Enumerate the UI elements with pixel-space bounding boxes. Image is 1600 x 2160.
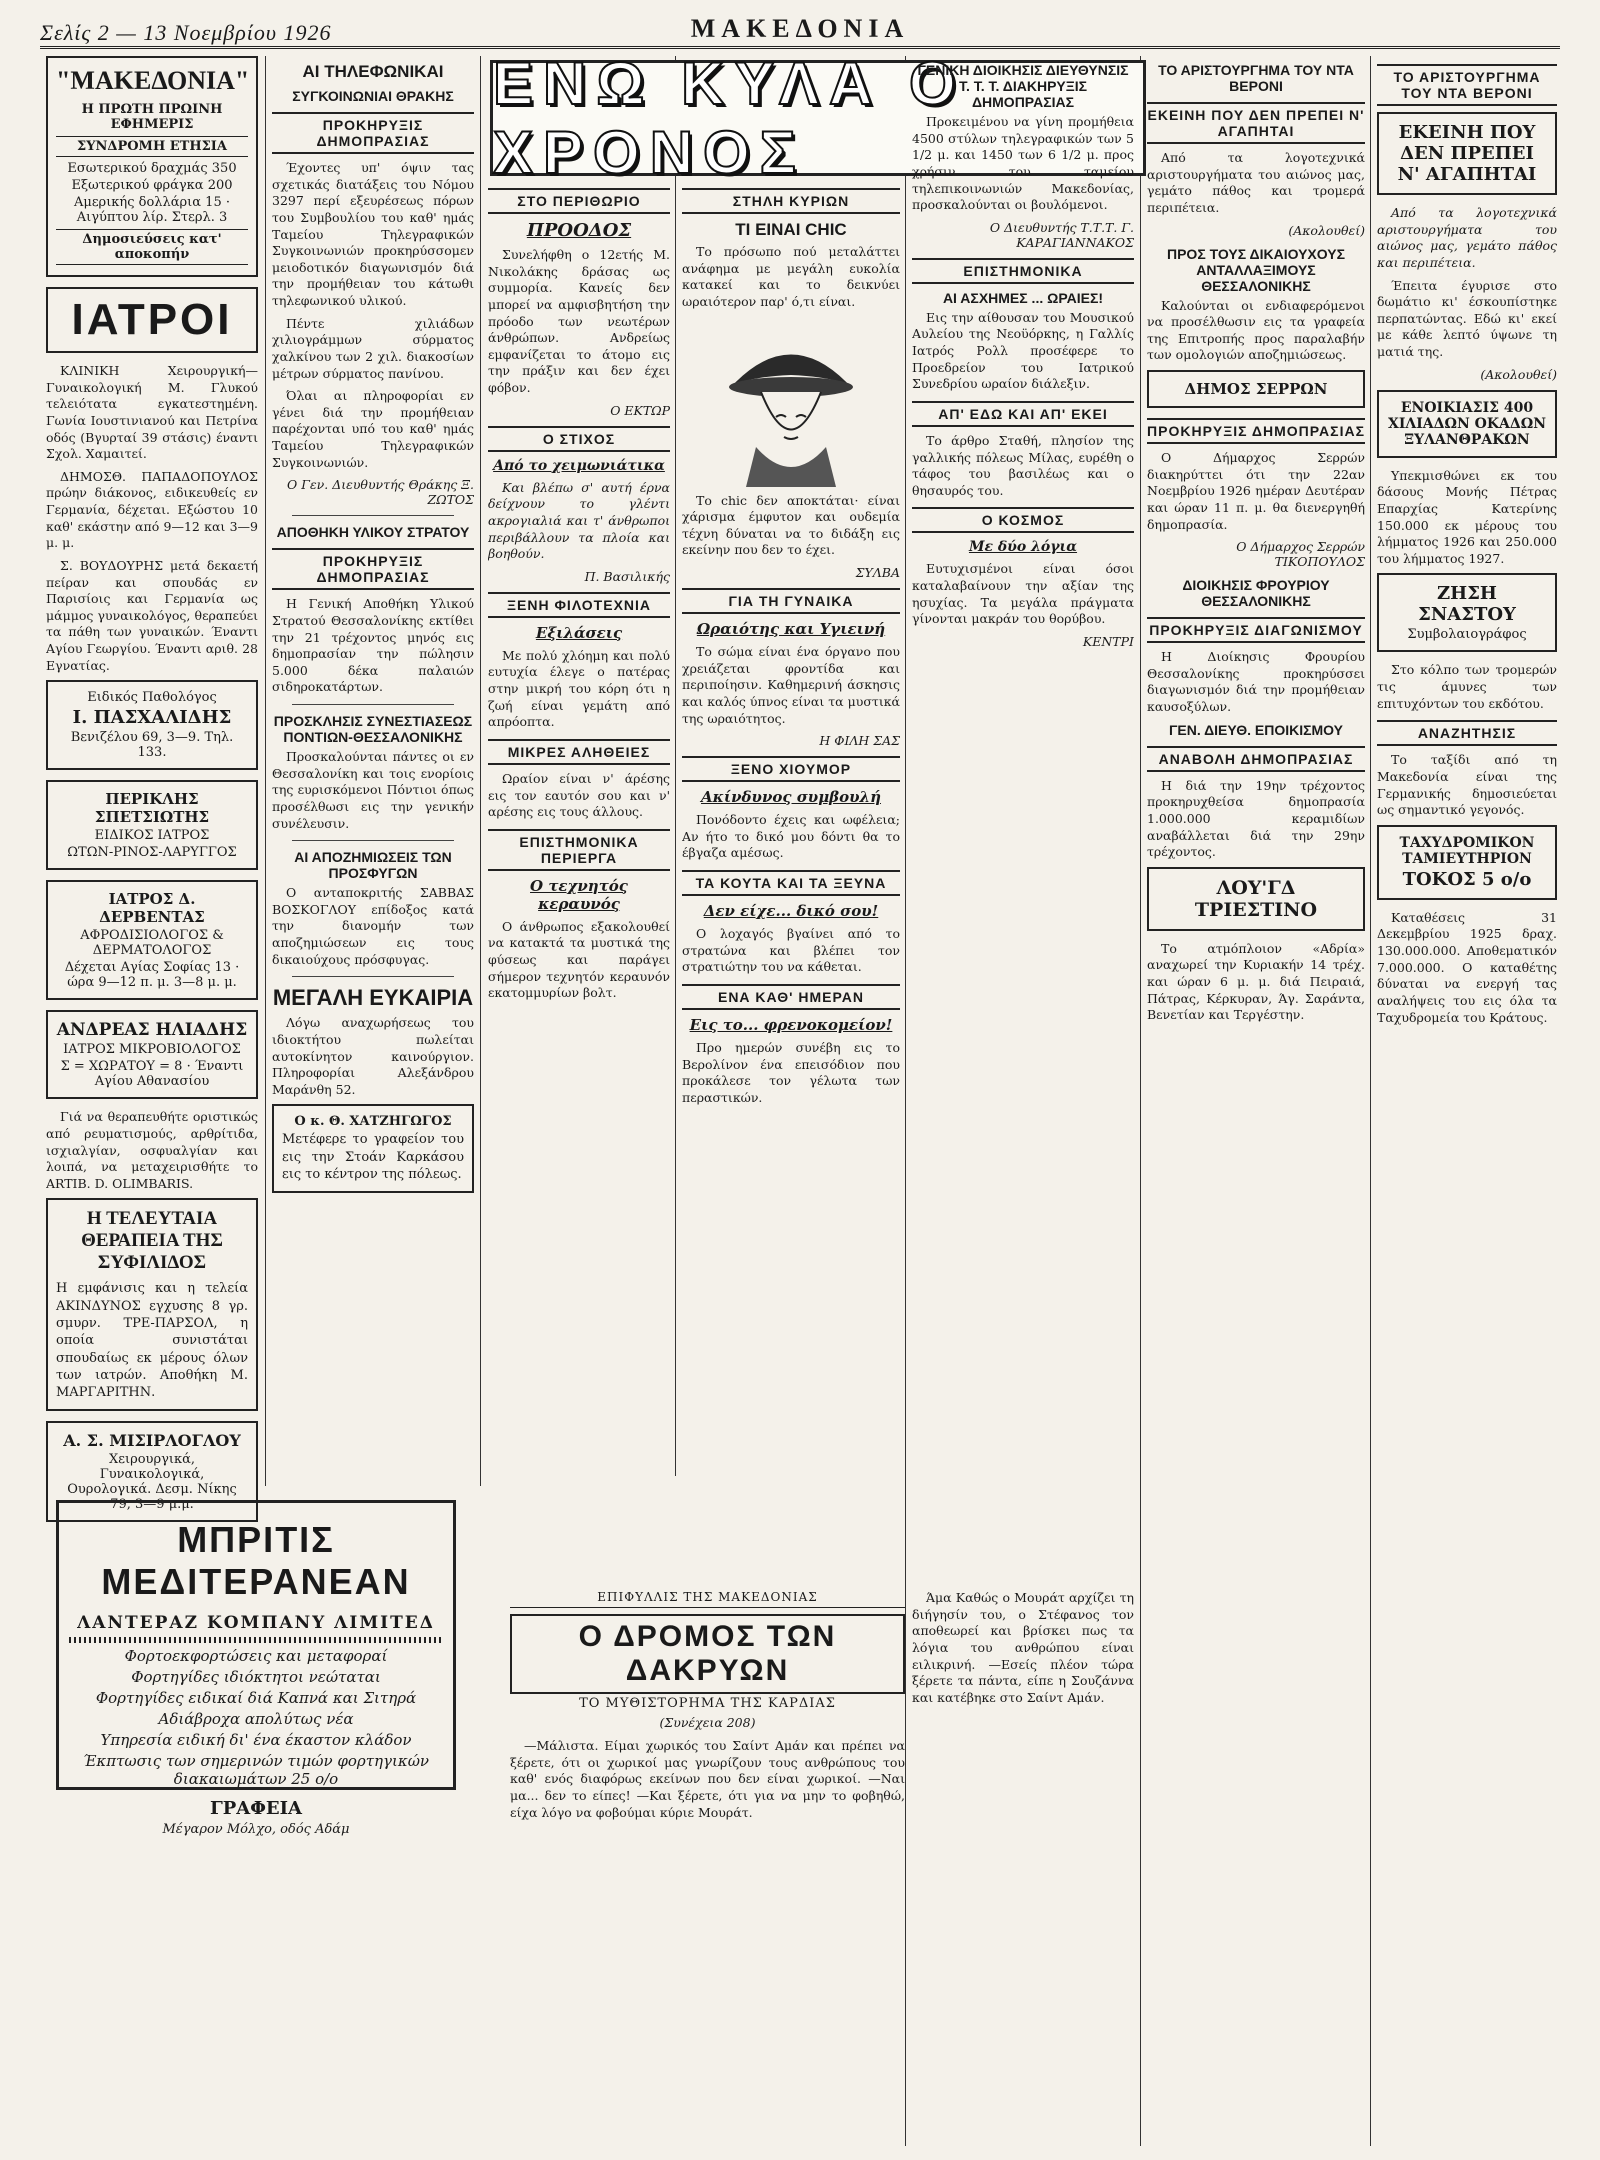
rental-headline: ΕΝΟΙΚΙΑΣΙΣ 400 ΧΙΛΙΑΔΩΝ ΟΚΑΔΩΝ ΞΥΛΑΝΘΡΑΚΩΝ xyxy=(1387,399,1547,448)
chatzigogos-ad xyxy=(272,1104,474,1193)
friendship-label: ΞΕΝΗ ΦΙΛΟΤΕΧΝΙΑ xyxy=(488,592,670,618)
zisis-box xyxy=(1377,573,1557,652)
eis-to-title: Εις το... φρενοκομείον! xyxy=(689,1015,893,1034)
army-depot-headline: ΑΠΟΘΗΚΗ ΥΛΙΚΟΥ ΣΤΡΑΤΟΥ xyxy=(276,524,470,541)
chic-text-1: Το πρόσωπο πού μεταλάττει ανάφημα με μεγάλη ευκολία κατακεί και το δεικνύει ωραιότερον παρ' ό,τι είναι. xyxy=(682,244,900,309)
savings-text: Καταθέσεις 31 Δεκεμβρίου 1925 δραχ. 130.000.000. Αποθεματικόν 7.000.000. Ο καταθέτης δύναται να ενεργή τας αναλήψεις του εις όλα τα Ταχυδρομεία του Κράτους. xyxy=(1377,909,1557,1025)
harmless-advice-title: Ακίνδυνος συμβουλή xyxy=(701,788,881,807)
one-day-label: ΕΝΑ ΚΑΘ' ΗΜΕΡΑΝ xyxy=(682,984,900,1010)
ilaidis-line-3: Σ = ΧΩΡΑΤΟΥ = 8 · Έναντι Αγίου Αθανασίου xyxy=(60,1059,244,1090)
telephones-signature: Ο Γεν. Διευθυντής Θράκης Ξ. ΖΩΤΟΣ xyxy=(287,477,474,508)
derventis-line-2: ΑΦΡΟΔΙΣΙΟΛΟΓΟΣ & ΔΕΡΜΑΤΟΛΟΓΟΣ xyxy=(80,928,224,959)
misirlioglou-line-2: Χειρουργικά, Γυναικολογικά, Ουρολογικά. Δεσμ. Νίκης 79, 3—9 μ.μ. xyxy=(67,1452,237,1513)
last-therapy-title: Η ΤΕΛΕΥΤΑΙΑ ΘΕΡΑΠΕΙΑ ΤΗΣ ΣΥΦΙΛΙΔΟΣ xyxy=(81,1208,223,1274)
woman-hat-illustration xyxy=(716,317,866,487)
telephones-text-2: Πέντε χιλιάδων χιλιογράμμων σύρματος χαλκίνου των 2 χιλ. διακοσίων μέτρων σύρματος πανίνου. xyxy=(272,315,474,381)
general-directorate-signature: (Ακολουθεί) xyxy=(1288,222,1365,238)
ilaidis-ad xyxy=(46,1010,258,1099)
clinic-notice: ΚΛΙΝΙΚΗ Χειρουργική—Γυναικολογική Μ. Γλυκού τελειότατα εγκατεστημένη. Γωνία Ιουστινιανού και Πετρίνα οδός (Βγυρταί 39 στάσις) έναντι Σχολ. Χαμαιτεί. xyxy=(46,363,258,462)
world-text: Ευτυχισμένοι είναι όσοι καταλαβαίνουν την αξίαν της ησυχίας. Τα μεγάλα πράγματα γίνονται μακράν του θορύβου. xyxy=(912,561,1134,627)
serres-label: ΠΡΟΚΗΡΥΞΙΣ ΔΗΜΟΠΡΑΣΙΑΣ xyxy=(1147,418,1365,444)
diseases-title: ΑΙ ΑΣΧΗΜΕΣ ... ΩΡΑΙΕΣ! xyxy=(942,289,1104,306)
veroia-title: ΕΚΕΙΝΗ ΠΟΥ ΔΕΝ ΠΡΕΠΕΙ Ν' ΑΓΑΠΗΤΑΙ xyxy=(1397,122,1537,185)
shipping-ad-line-3: Φορτηγίδες ειδικαί διά Καπνά και Σιτηρά xyxy=(95,1689,417,1707)
refugee-headline: ΑΙ ΑΠΟΖΗΜΙΩΣΕΙΣ ΤΩΝ ΠΡΟΣΦΥΓΩΝ xyxy=(294,849,452,882)
feuilleton-continuation: (Συνέχεια 208) xyxy=(659,1715,756,1730)
thunder-text: Ο άνθρωπος εξακολουθεί να κατακτά τα μυστικά της φύσεως και παράγει σήμερον τεχνητόν κεραυνόν εκατομμυρίων βολτ. xyxy=(488,918,670,1001)
feuilleton-subtitle: ΤΟ ΜΥΘΙΣΤΟΡΗΜΑ ΤΗΣ ΚΑΡΔΙΑΣ xyxy=(579,1696,836,1711)
spetsiotis-line-2: ΕΙΔΙΚΟΣ ΙΑΤΡΟΣ xyxy=(94,828,210,844)
column-3 xyxy=(488,180,670,1008)
column-1 xyxy=(46,56,258,1532)
garrison-text: Η Διοίκησις Φρουρίου Θεσσαλονίκης προκηρύσσει διαγωνισμόν διά την προμήθειαν καυσοξύλων. xyxy=(1147,649,1365,714)
ttt-signature: Ο Διευθυντής Τ.Τ.Τ. Γ. ΚΑΡΑΓΙΑΝΝΑΚΟΣ xyxy=(989,219,1134,250)
general-directorate-label: ΕΚΕΙΝΗ ΠΟΥ ΔΕΝ ΠΡΕΠΕΙ Ν' ΑΓΑΠΗΤΑΙ xyxy=(1147,102,1365,144)
things-label: ΤΑ ΚΟΥΤΑ ΚΑΙ ΤΑ ΞΕΥΝΑ xyxy=(682,870,900,896)
chatzigogos-text: Μετέφερε το γραφείον του εις την Στοάν Καρκάσου εις το κέντρον της πόλεως. xyxy=(282,1132,464,1182)
spetsiotis-ad xyxy=(46,780,258,870)
ladies-label: ΣΤΗΛΗ ΚΥΡΙΩΝ xyxy=(682,188,900,214)
general-directorate-text: Από τα λογοτεχνικά αριστουργήματα του αιώνος μας, γεμάτο πάθος και τρομερά περιπέτεια. xyxy=(1147,150,1365,215)
zisis-text: Στο κόλπο των τρομερών τις άμυνες των επιτυχόντων του εκδότου. xyxy=(1377,662,1557,711)
subscription-title: "ΜΑΚΕΔΟΝΙΑ" xyxy=(56,66,250,95)
army-depot-text: Η Γενική Αποθήκη Υλικού Στρατού Θεσσαλονίκης εκτίθει την 21 τρέχοντος μηνός εις δημοπρασίαν την πώλησιν 5.000 δέκα παλαιών σιδηροκατάρτων. xyxy=(272,596,474,695)
army-depot-label: ΠΡΟΚΗΡΥΞΙΣ ΔΗΜΟΠΡΑΣΙΑΣ xyxy=(272,548,474,590)
subscription-tagline: Η ΠΡΩΤΗ ΠΡΩΙΝΗ ΕΦΗΜΕΡΙΣ xyxy=(81,102,223,132)
column-7 xyxy=(1377,56,1557,1032)
telephones-text-1: Έχοντες υπ' όψιν τας σχετικάς διατάξεις του Νόμου 3297 περί εξευρέσεως πόρων του Συμβουλίου του καθ' ημάς Ταμείου Τηλεγραφικών Συγκοινωνιών προκηρύσσομεν μειοδοτικόν διαγωνισμόν διά την προμήθειαν του κάτωθι τηλεφωνικού υλικού. xyxy=(272,160,474,308)
misirlioglou-name: Α. Σ. ΜΙΣΙΡΛΟΓΛΟΥ xyxy=(63,1431,241,1451)
creditors-headline: ΠΡΟΣ ΤΟΥΣ ΔΙΚΑΙΟΥΧΟΥΣ ΑΝΤΑΛΛΑΞΙΜΟΥΣ ΘΕΣΣΑΛΟΝΙΚΗΣ xyxy=(1166,245,1345,294)
zisis-name: ΖΗΣΗ ΣΝΑΣΤΟΥ xyxy=(1418,583,1516,626)
chic-title: ΤΙ ΕΙΝΑΙ CHIC xyxy=(735,220,847,239)
subscription-line-1: Εσωτερικού δραχμάς 350 xyxy=(67,161,237,176)
doctors-title: ΙΑΤΡΟΙ xyxy=(71,295,233,344)
contest-headline: ΠΡΟΣΚΛΗΣΙΣ ΣΥΝΕΣΤΙΑΣΕΩΣ ΠΟΝΤΙΩΝ-ΘΕΣΣΑΛΟΝΙΚΗΣ xyxy=(273,713,473,745)
harmless-advice-text: Πονόδοντο έχεις και ωφέλεια; Αν ήτο το δικό μου δόντι θα το έβγαζα αμέσως. xyxy=(682,812,900,861)
paschalidis-name: Ι. ΠΑΣΧΑΛΙΔΗΣ xyxy=(72,707,232,729)
eis-to-text: Προ ημερών συνέβη εις το Βερολίνον ένα επεισόδιον που προκάλεσε τον γέλωτα των περαστικών. xyxy=(682,1039,900,1105)
shipping-ad-line-5: Υπηρεσία ειδική δι' ένα έκαστον κλάδον xyxy=(100,1731,412,1749)
column-2 xyxy=(272,56,474,1203)
search-text: Το ταξίδι από τη Μακεδονία είναι της Γερμανικής δημοσιεύεται ως σημαντικό γεγονός. xyxy=(1377,752,1557,818)
world-signature: ΚΕΝΤΡΙ xyxy=(1082,633,1134,649)
voudouris-notice: Σ. ΒΟΥΔΟΥΡΗΣ μετά δεκαετή πείραν και σπουδάς εν Παρισίοις και Γερμανία ως μάμμος γυναικολόγος, θεραπεύει τα πάθη των γυναικών. Έναντι Αγίου Γεωργίου. Έναντι αριθ. 28 Εγνατίας. xyxy=(46,557,258,673)
friendship-text: Με πολύ χλόημη και πολύ ευτυχία έλεγε ο πατέρας στην μικρή του κόρη ότι η ζωή είναι γεμάτη από απρόοπτα. xyxy=(488,647,670,730)
column-rule xyxy=(480,56,481,1486)
subscription-footer: Δημοσιεύσεις κατ' αποκοπήν xyxy=(56,229,248,265)
shipping-ad xyxy=(56,1500,456,1837)
veroia-text: Έπειτα έγυρισε στο δωμάτιο κι' έσκουπίστηκε περπατώντας. Εδώ κι' εκεί με κάθε λεπτό ύψωνε τη ματιά της. xyxy=(1377,277,1557,359)
derventis-line-3: Δέχεται Αγίας Σοφίας 13 · ώρα 9—12 π. μ. 3—8 μ. μ. xyxy=(64,960,240,991)
ttt-text: Προκειμένου να γίνη προμήθεια 4500 στύλων τηλεγραφικών των 5 1/2 μ. και 1450 των 6 1/2 μ. προς χρήσιν του ταμείου τηλεπικοινωνιών Μακεδονίας, προσκαλούνται οι βουλόμενοι. xyxy=(912,114,1134,213)
small-truths-text: Ωραίον είναι ν' άρέσης εις τον εαυτόν σου και ν' αρέσης εις τους άλλους. xyxy=(488,770,670,820)
scientific-label: ΕΠΙΣΤΗΜΟΝΙΚΑ ΠΕΡΙΕΡΓΑ xyxy=(488,829,670,871)
papadopoulos-notice: ΔΗΜΟΣΘ. ΠΑΠΑΔΟΠΟΥΛΟΣ πρώην διάκονος, ειδικευθείς εν Γερμανία, δέχεται. Εξώστου 10 καθ' εκάστην από 9—12 και 3—9 μ. μ. xyxy=(46,468,258,551)
here-there-label: ΑΠ' ΕΔΩ ΚΑΙ ΑΠ' ΕΚΕΙ xyxy=(912,401,1134,427)
veroia-label: ΤΟ ΑΡΙΣΤΟΥΡΓΗΜΑ ΤΟΥ ΝΤΑ ΒΕΡΟΝΙ xyxy=(1377,64,1557,106)
last-therapy-text: Η εμφάνισις και η τελεία ΑΚΙΝΔΥΝΟΣ εγχυσης 8 γρ. σμυρν. ΤΡΕ-ΠΑΡΣΟΛ, η οποία συνιστάται σπουδαίως εκ μέρους όλων των ιατρών. Αποθήκη Μ. ΜΑΡΓΑΡΙΤΗΝ. xyxy=(56,1281,248,1401)
period-section-label: ΣΤΟ ΠΕΡΙΘΩΡΙΟ xyxy=(488,188,670,214)
subscription-label: ΣΥΝΔΡΟΜΗ ΕΤΗΣΙΑ xyxy=(56,136,248,157)
column-rule xyxy=(1140,56,1141,2146)
spetsiotis-line-3: ΩΤΩΝ-ΡΙΝΟΣ-ΛΑΡΥΓΓΟΣ xyxy=(67,845,237,861)
feuilleton-tag: ΕΠΙΦΥΛΛΙΣ ΤΗΣ ΜΑΚΕΔΟΝΙΑΣ xyxy=(510,1590,905,1608)
progress-signature: Ο ΕΚΤΩΡ xyxy=(610,402,670,418)
telephones-subhead: ΣΥΓΚΟΙΝΩΝΙΑΙ ΘΡΑΚΗΣ xyxy=(292,88,454,104)
savings-headline: ΤΑΧΥΔΡΟΜΙΚΟΝ ΤΑΜΙΕΥΤΗΡΙΟΝ xyxy=(1399,834,1535,867)
column-rule xyxy=(675,56,676,1476)
poem-title: Από το χειμωνιάτικα xyxy=(493,457,665,474)
shipping-ad-address: Μέγαρον Μόλχο, οδός Αδάμ xyxy=(162,1822,350,1837)
main-headline: ΕΝΩ ΚΥΛΑ Ο ΧΡΟΝΟΣ xyxy=(493,50,966,186)
progress-title: ΠΡΟΟΔΟΣ xyxy=(526,220,632,241)
paschalidis-ad xyxy=(46,680,258,770)
two-words-text: Ο λοχαγός βγαίνει από το στρατώνα και βλέπει τον στρατιώτην του να κάθεται. xyxy=(682,926,900,975)
derventis-name: ΙΑΤΡΟΣ Δ. ΔΕΡΒΕΝΤΑΣ xyxy=(99,890,205,927)
great-chance-text: Λόγω αναχωρήσεως του ιδιοκτήτου πωλείται αυτοκίνητον καινούργιον. Πληροφορίαι Αλεξάνδρου Μαράνθη 52. xyxy=(272,1015,474,1097)
paschalidis-line-3: Βενιζέλου 69, 3—9. Τηλ. 133. xyxy=(70,730,234,761)
subscription-box xyxy=(46,56,258,277)
garrison-label: ΠΡΟΚΗΡΥΞΙΣ ΔΙΑΓΩΝΙΣΜΟΥ xyxy=(1147,617,1365,643)
chic-signature: ΣΥΛΒΑ xyxy=(855,565,900,580)
beauty-health-signature: Η ΦΙΛΗ ΣΑΣ xyxy=(819,733,900,749)
chatzigogos-name: Ο κ. Θ. ΧΑΤΖΗΓΩΓΟΣ xyxy=(294,1114,452,1130)
column-6 xyxy=(1147,56,1365,1030)
feuilleton-column-2 xyxy=(912,1590,1134,1712)
shipping-ad-line-6: Έκπτωσις των σημερινών τιμών φορτηγικών διακαιωμάτων 25 ο/ο xyxy=(82,1752,430,1788)
savings-box xyxy=(1377,825,1557,900)
creditors-text: Καλούνται οι ενδιαφερόμενοι να προσέλθωσιν εις τα γραφεία της Επιτροπής προς παραλαβήν των ομολογιών αποζημιώσεως. xyxy=(1147,297,1365,363)
paschalidis-line-1: Ειδικός Παθολόγος xyxy=(87,690,217,706)
world-title: Με δύο λόγια xyxy=(968,539,1078,556)
veroia-title-box xyxy=(1377,112,1557,195)
ttt-headline: ΓΕΝΙΚΗ ΔΙΟΙΚΗΣΙΣ ΔΙΕΥΘΥΝΣΙΣ Τ. Τ. Τ. ΔΙΑΚΗΡΥΞΙΣ ΔΗΜΟΠΡΑΣΙΑΣ xyxy=(917,62,1129,110)
telephones-label: ΠΡΟΚΗΡΥΞΙΣ ΔΗΜΟΠΡΑΣΙΑΣ xyxy=(272,112,474,154)
serres-signature: Ο Δήμαρχος Σερρών ΤΙΚΟΠΟΥΛΟΣ xyxy=(1236,539,1365,570)
verse-label: Ο ΣΤΙΧΟΣ xyxy=(488,426,670,452)
general-directorate-headline: ΤΟ ΑΡΙΣΤΟΥΡΓΗΜΑ ΤΟΥ ΝΤΑ ΒΕΡΟΝΙ xyxy=(1158,62,1354,94)
spetsiotis-name: ΠΕΡΙΚΛΗΣ ΣΠΕΤΣΙΩΤΗΣ xyxy=(94,790,210,827)
telephones-headline: ΑΙ ΤΗΛΕΦΩΝΙΚΑΙ xyxy=(302,62,444,81)
thunder-title: Ο τεχνητός κεραυνός xyxy=(530,876,628,913)
column-rule xyxy=(905,56,906,2146)
shipping-ad-subtitle: ΛΑΝΤΕΡΑΖ ΚΟΜΠΑΝΥ ΛΙΜΙΤΕΔ xyxy=(77,1613,435,1633)
contest-text: Προσκαλούνται πάντες οι εν Θεσσαλονίκη και τοις ενορίοις της ευρισκόμενοι Πόντιοι όπως προσέλθωσι εις την γενικήν συνέλευσιν. xyxy=(272,749,474,831)
doctors-header xyxy=(46,287,258,353)
poem-text: Και βλέπω σ' αυτή έρνα δείχνουν το γλέντι ακρογιαλιά και τ' άνθρωποι περιβάλλουν τα πλοία και βοηθούν. xyxy=(488,479,670,562)
derventis-ad xyxy=(46,880,258,1000)
shipping-ad-line-4: Αδιάβροχα απολύτως νέα xyxy=(158,1710,354,1728)
search-label: ΑΝΑΖΗΤΗΣΙΣ xyxy=(1377,720,1557,746)
subscription-line-2: Εξωτερικού φράγκα 200 xyxy=(71,178,233,193)
column-4 xyxy=(682,180,900,1112)
supply-headline: ΓΕΝ. ΔΙΕΥΘ. ΕΠΟΙΚΙΣΜΟΥ xyxy=(1168,721,1343,738)
lloyd-headline: ΛΟΥ'ΓΔ ΤΡΙΕΣΤΙΝΟ xyxy=(1194,876,1318,921)
ilaidis-name: ΑΝΔΡΕΑΣ ΗΛΙΑΔΗΣ xyxy=(56,1020,248,1041)
two-words-title: Δεν είχε... δικό σου! xyxy=(703,902,879,920)
column-5 xyxy=(912,56,1134,657)
small-truths-label: ΜΙΚΡΕΣ ΑΛΗΘΕΙΕΣ xyxy=(488,739,670,765)
friendship-title: Εξιλάσεις xyxy=(535,623,623,642)
shipping-ad-offices: ΓΡΑΦΕΙΑ xyxy=(209,1798,303,1819)
serres-box xyxy=(1147,370,1365,408)
shipping-ad-line-2: Φορτηγίδες ιδιόκτητοι νεώταται xyxy=(131,1668,381,1686)
woman-label: ΓΙΑ ΤΗ ΓΥΝΑΙΚΑ xyxy=(682,588,900,614)
refugee-text: Ο ανταποκριτής ΣΑΒΒΑΣ ΒΟΣΚΟΓΛΟΥ επίδοξος κατά την διανομήν των αποζημιώσεων εις τους δικαιούχους πρόσφυγας. xyxy=(272,885,474,967)
zisis-subtitle: Συμβολαιογράφος xyxy=(1407,627,1527,643)
page-date: Σελίς 2 — 13 Νοεμβρίου 1926 xyxy=(40,20,332,45)
supply-label: ΑΝΑΒΟΛΗ ΔΗΜΟΠΡΑΣΙΑΣ xyxy=(1147,746,1365,772)
garrison-headline: ΔΙΟΙΚΗΣΙΣ ΦΡΟΥΡΙΟΥ ΘΕΣΣΑΛΟΝΙΚΗΣ xyxy=(1182,577,1330,610)
shipping-ad-title: ΜΠΡΙΤΙΣ ΜΕΔΙΤΕΡΑΝΕΑΝ xyxy=(101,1519,411,1602)
great-chance-headline: ΜΕΓΑΛΗ ΕΥΚΑΙΡΙΑ xyxy=(272,985,474,1011)
beauty-health-text: Το σώμα είναι ένα όργανο που χρειάζεται φροντίδα και περιποίησιν. Καθημερινή άσκησις και καλός ύπνος είναι τα μυστικά της ωραιότητος. xyxy=(682,644,900,726)
column-rule xyxy=(265,56,266,1486)
rental-box xyxy=(1377,390,1557,458)
poem-signature: Π. Βασιλικής xyxy=(584,568,670,584)
feuilleton-text: —Μάλιστα. Είμαι χωρικός του Σαίντ Αμάν και πρέπει να ξέρετε, ότι οι χωρικοί μας γνωρίζουν τους ανθρώπους του καθ' ενός διαφόρως εκείνων που δεν είναι χωρικοί. —Ναι μα... δεν το είπες! —Και ξέρετε, ότι για να μην το φοβηθώ, είχα λόγο να φοβούμαι κύριε Μουράτ. xyxy=(510,1738,905,1820)
feuilleton-title: Ο ΔΡΟΜΟΣ ΤΩΝ ΔΑΚΡΥΩΝ xyxy=(510,1614,905,1694)
world-label: Ο ΚΟΣΜΟΣ xyxy=(912,507,1134,533)
serres-text: Ο Δήμαρχος Σερρών διακηρύττει ότι την 22αν Νοεμβρίου 1926 ημέραν Δευτέραν και ώραν 11 π. μ. θα διενεργηθή δημοπρασία. xyxy=(1147,450,1365,532)
feuilleton-text-2: Άμα Καθώς ο Μουράτ αρχίζει τη διήγησίν του, ο Στέφανος τον αποθεωρεί και βρίσκει πως τα λόγια του ανθρώπου είναι ειλικρινή. —Εσείς πλέον τώρα ξέρετε τα πάντα, είπε η Σουζάννα και κατέβηκε στο Σαίντ Αμάν. xyxy=(912,1590,1134,1705)
shipping-ad-line-1: Φορτοεκφορτώσεις και μεταφοραί xyxy=(124,1647,388,1665)
veroia-continues: (Ακολουθεί) xyxy=(1480,366,1557,382)
savings-rate: ΤΟΚΟΣ 5 ο/ο xyxy=(1402,868,1532,890)
foreign-humor-label: ΞΕΝΟ ΧΙΟΥΜΟΡ xyxy=(682,756,900,782)
here-there-text: Το άρθρο Σταθή, πλησίον της γαλλικής πόλεως Μίλας, ευρέθη ο τάφος του βασιλέως και ο θησαυρός του. xyxy=(912,432,1134,498)
diseases-text: Εις την αίθουσαν του Μουσικού Αυλείου της Νεοϋόρκης, η Γαλλίς Ιατρός Ρολλ προσέφερε το Προεδρείον του Ιατρικού Συνεδρίου ωραίον διάλεξιν. xyxy=(912,309,1134,392)
lloyd-text: Το ατμόπλοιον «Αδρία» αναχωρεί την Κυριακήν 14 τρέχ. και ώραν 6 μ. μ. διά Πειραιά, Πάτρας, Κέρκυραν, Άγ. Σαράντα, Βενετίαν και Τεργέστην. xyxy=(1147,940,1365,1023)
rental-text: Υπεκμισθώνει εκ του δάσους Μονής Πέτρας Επαρχίας Κατερίνης 150.000 εκ μέρους του λήμματος 1926 και 250.000 του λήμματος 1927. xyxy=(1377,467,1557,566)
supply-text: Η διά την 19ην τρέχοντος προκηρυχθείσα δημοπρασία 1.000.000 κεραμιδίων αναβάλλεται διά την 29ην τρέχοντος. xyxy=(1147,777,1365,860)
scientific-2-label: ΕΠΙΣΤΗΜΟΝΙΚΑ xyxy=(912,258,1134,284)
feuilleton xyxy=(510,1590,905,1827)
olimbaris-notice: Γιά να θεραπευθήτε οριστικώς από ρευματισμούς, αρθρίτιδα, ισχιαλγίαν, οσφυαλγίαν και λοιπά, να μεταχειρισθήτε το ARTIB. D. OLIMBARIS. xyxy=(46,1109,258,1191)
masthead-bar xyxy=(40,10,1560,49)
chic-text-2: Το chic δεν αποκτάται· είναι χάρισμα έμφυτον και ουδεμία τέχνη δύναται να το διδάξη εις εκείνην που δεν το έχει. xyxy=(682,492,900,558)
serres-headline: ΔΗΜΟΣ ΣΕΡΡΩΝ xyxy=(1184,380,1328,398)
telephones-text-3: Όλαι αι πληροφορίαι εν γένει διά την προμήθειαν παρέχονται υπό του καθ' ημάς Ταμείου Τηλεγραφικών Συγκοινωνιών. xyxy=(272,388,474,470)
progress-text: Συνελήφθη ο 12ετής Μ. Νικολάκης δράσας ως συμμορία. Κανείς δεν μπορεί να αμφισβητήση την πρόοδο των νεωτέρων άνθρώπων. Ανδρείως εμφανίζεται το άτομο εις την πράξιν και δεν έχει φόβον. xyxy=(488,247,670,395)
paper-name: ΜΑΚΕΔΟΝΙΑ xyxy=(690,14,910,43)
lloyd-box xyxy=(1147,867,1365,931)
column-rule xyxy=(1370,56,1371,2146)
beauty-health-title: Ωραιότης και Υγιεινή xyxy=(696,620,886,638)
last-therapy-ad xyxy=(46,1198,258,1411)
subscription-line-3: Αμερικής δολλάρια 15 · Αιγύπτου λίρ. Στερλ. 3 xyxy=(73,195,230,225)
ilaidis-line-2: ΙΑΤΡΟΣ ΜΙΚΡΟΒΙΟΛΟΓΟΣ xyxy=(63,1042,241,1058)
veroia-intro: Από τα λογοτεχνικά αριστουργήματα του αιώνος μας, γεμάτο πάθος και περιπέτεια. xyxy=(1377,205,1557,270)
